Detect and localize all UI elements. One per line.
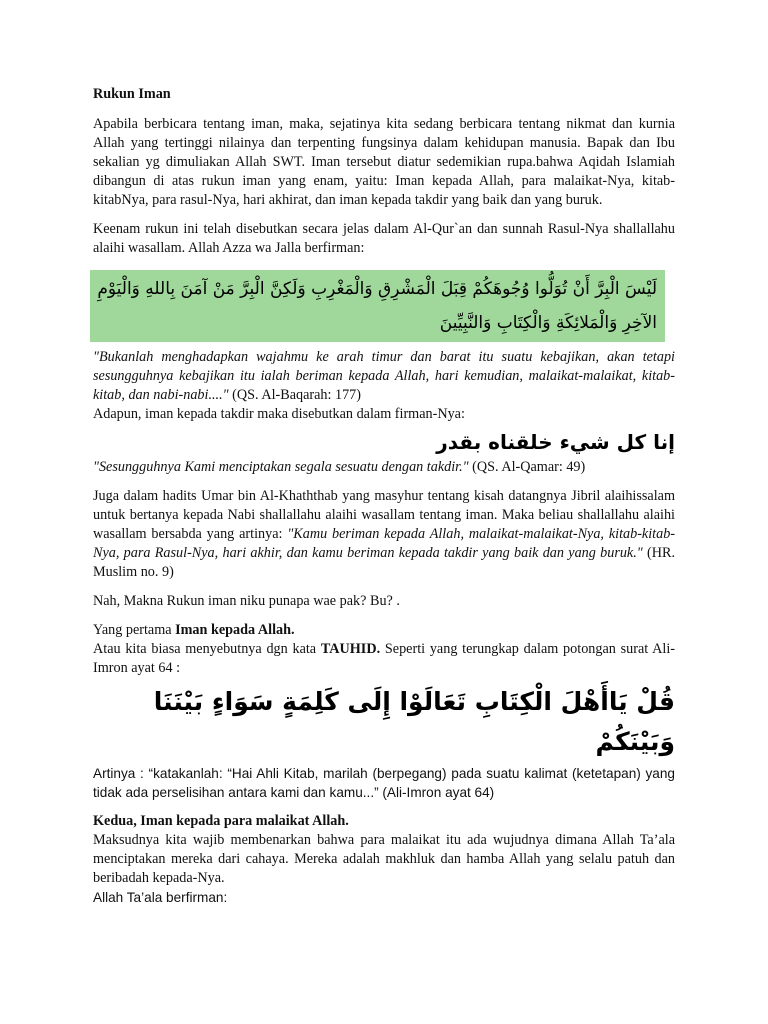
section-first-bold: Iman kepada Allah. — [175, 622, 295, 638]
hadith-intro: Juga dalam hadits Umar bin Al-Khaththab yang masyhur tentang kisah datangnya Jibril alaihissalam untuk bertanya kepada Nabi shallallahu alaihi wasallam tentang iman. Maka beliau shallallahu alaihi wasallam bersabda yang artinya: — [93, 488, 675, 542]
translation-al-qamar — [93, 458, 675, 477]
translation-al-qamar-text: "Sesungguhnya Kami menciptakan segala sesuatu dengan takdir." — [93, 459, 469, 475]
translation-al-baqarah — [93, 348, 675, 405]
section-first-heading — [93, 621, 675, 640]
paragraph-intro: Apabila berbicara tentang iman, maka, sejatinya kita sedang berbicara tentang nikmat dan kurnia Allah yang tertinggi nilainya dan terpenting fungsinya dalam kehidupan manusia. Bapak dan Ibu sekalian yg dimuliakan Allah SWT. Iman tersebut diatur sedemikian rupa.bahwa Aqidah Islamiah dibangun di atas rukun iman yang enam, yaitu: Iman kepada Allah, para malaikat-Nya, kitab-kitabNya, para rasul-Nya, hari akhirat, dan iman kepada takdir yang baik dan yang buruk. — [93, 116, 675, 208]
paragraph-takdir: Adapun, iman kepada takdir maka disebutkan dalam firman-Nya: — [93, 406, 465, 422]
tauhid-word: TAUHID. — [320, 641, 381, 657]
hadith-ref: (HR. Muslim no. 9) — [93, 545, 676, 580]
hadith-quote: "Kamu beriman kepada Allah, malaikat-malaikat-Nya, kitab-kitab-Nya, para Rasul-Nya, hari akhir, dan kamu beriman kepada takdir yang baik dan yang buruk." — [93, 526, 676, 561]
section-second-heading: Kedua, Iman kepada para malaikat Allah. — [93, 813, 349, 829]
tauhid-intro: Atau kita biasa menyebutnya dgn kata — [93, 641, 317, 657]
translation-al-baqarah-ref: (QS. Al-Baqarah: 177) — [232, 387, 361, 403]
arabic-verse-al-qamar: إنا كل شيء خلقناه بقدر — [436, 430, 675, 454]
page-title: Rukun Iman — [93, 86, 171, 102]
paragraph-question: Nah, Makna Rukun iman niku punapa wae pak? Bu? . — [93, 593, 400, 609]
section-second-text: Maksudnya kita wajib membenarkan bahwa para malaikat itu ada wujudnya dimana Allah Ta’ala menciptakan mereka dari cahaya. Mereka adalah makhluk dan hamba Allah yang selalu patuh dan beribadah kepada-Nya. — [93, 832, 675, 886]
section-first-prefix: Yang pertama — [93, 622, 172, 638]
paragraph-hadith-umar — [93, 487, 675, 582]
arabic-verse-highlighted: لَيْسَ الْبِرَّ أَنْ تُوَلُّوا وُجُوهَكُمْ قِبَلَ الْمَشْرِقِ وَالْمَغْرِبِ وَلَكِنَّ الْبِرَّ مَنْ آمَنَ بِاللهِ وَالْيَوْمِ الآخِرِ وَالْمَلائِكَةِ وَالْكِتَابِ وَالنَّبِيِّينَ — [90, 270, 665, 342]
tauhid-rest: Seperti yang terungkap dalam potongan surat Ali-Imron ayat 64 : — [93, 641, 676, 676]
translation-al-baqarah-text: "Bukanlah menghadapkan wajahmu ke arah timur dan barat itu suatu kebajikan, akan tetapi sesungguhnya kebajikan itu ialah beriman kepada Allah, hari kemudian, malaikat-malaikat, kitab-kitab, dan nabi-nabi...." — [93, 349, 675, 403]
arabic-verse-ali-imron: قُلْ يَاأَهْلَ الْكِتَابِ تَعَالَوْا إِلَى كَلِمَةٍ سَوَاءٍ بَيْنَنَا وَبَيْنَكُمْ — [153, 687, 675, 756]
section-first-text — [93, 640, 675, 678]
translation-al-qamar-ref: (QS. Al-Qamar: 49) — [472, 459, 586, 475]
section-second-firman: Allah Ta’ala berfirman: — [93, 890, 228, 905]
document-content — [93, 85, 675, 907]
translation-ali-imron: Artinya : “katakanlah: “Hai Ahli Kitab, marilah (berpegang) pada suatu kalimat (ketetapan) yang tidak ada perselisihan antara kami dan kamu...” (Ali-Imron ayat 64) — [93, 766, 675, 800]
paragraph-six-pillars: Keenam rukun ini telah disebutkan secara jelas dalam Al-Qur`an dan sunnah Rasul-Nya shallallahu alaihi wasallam. Allah Azza wa Jalla berfirman: — [93, 221, 675, 256]
